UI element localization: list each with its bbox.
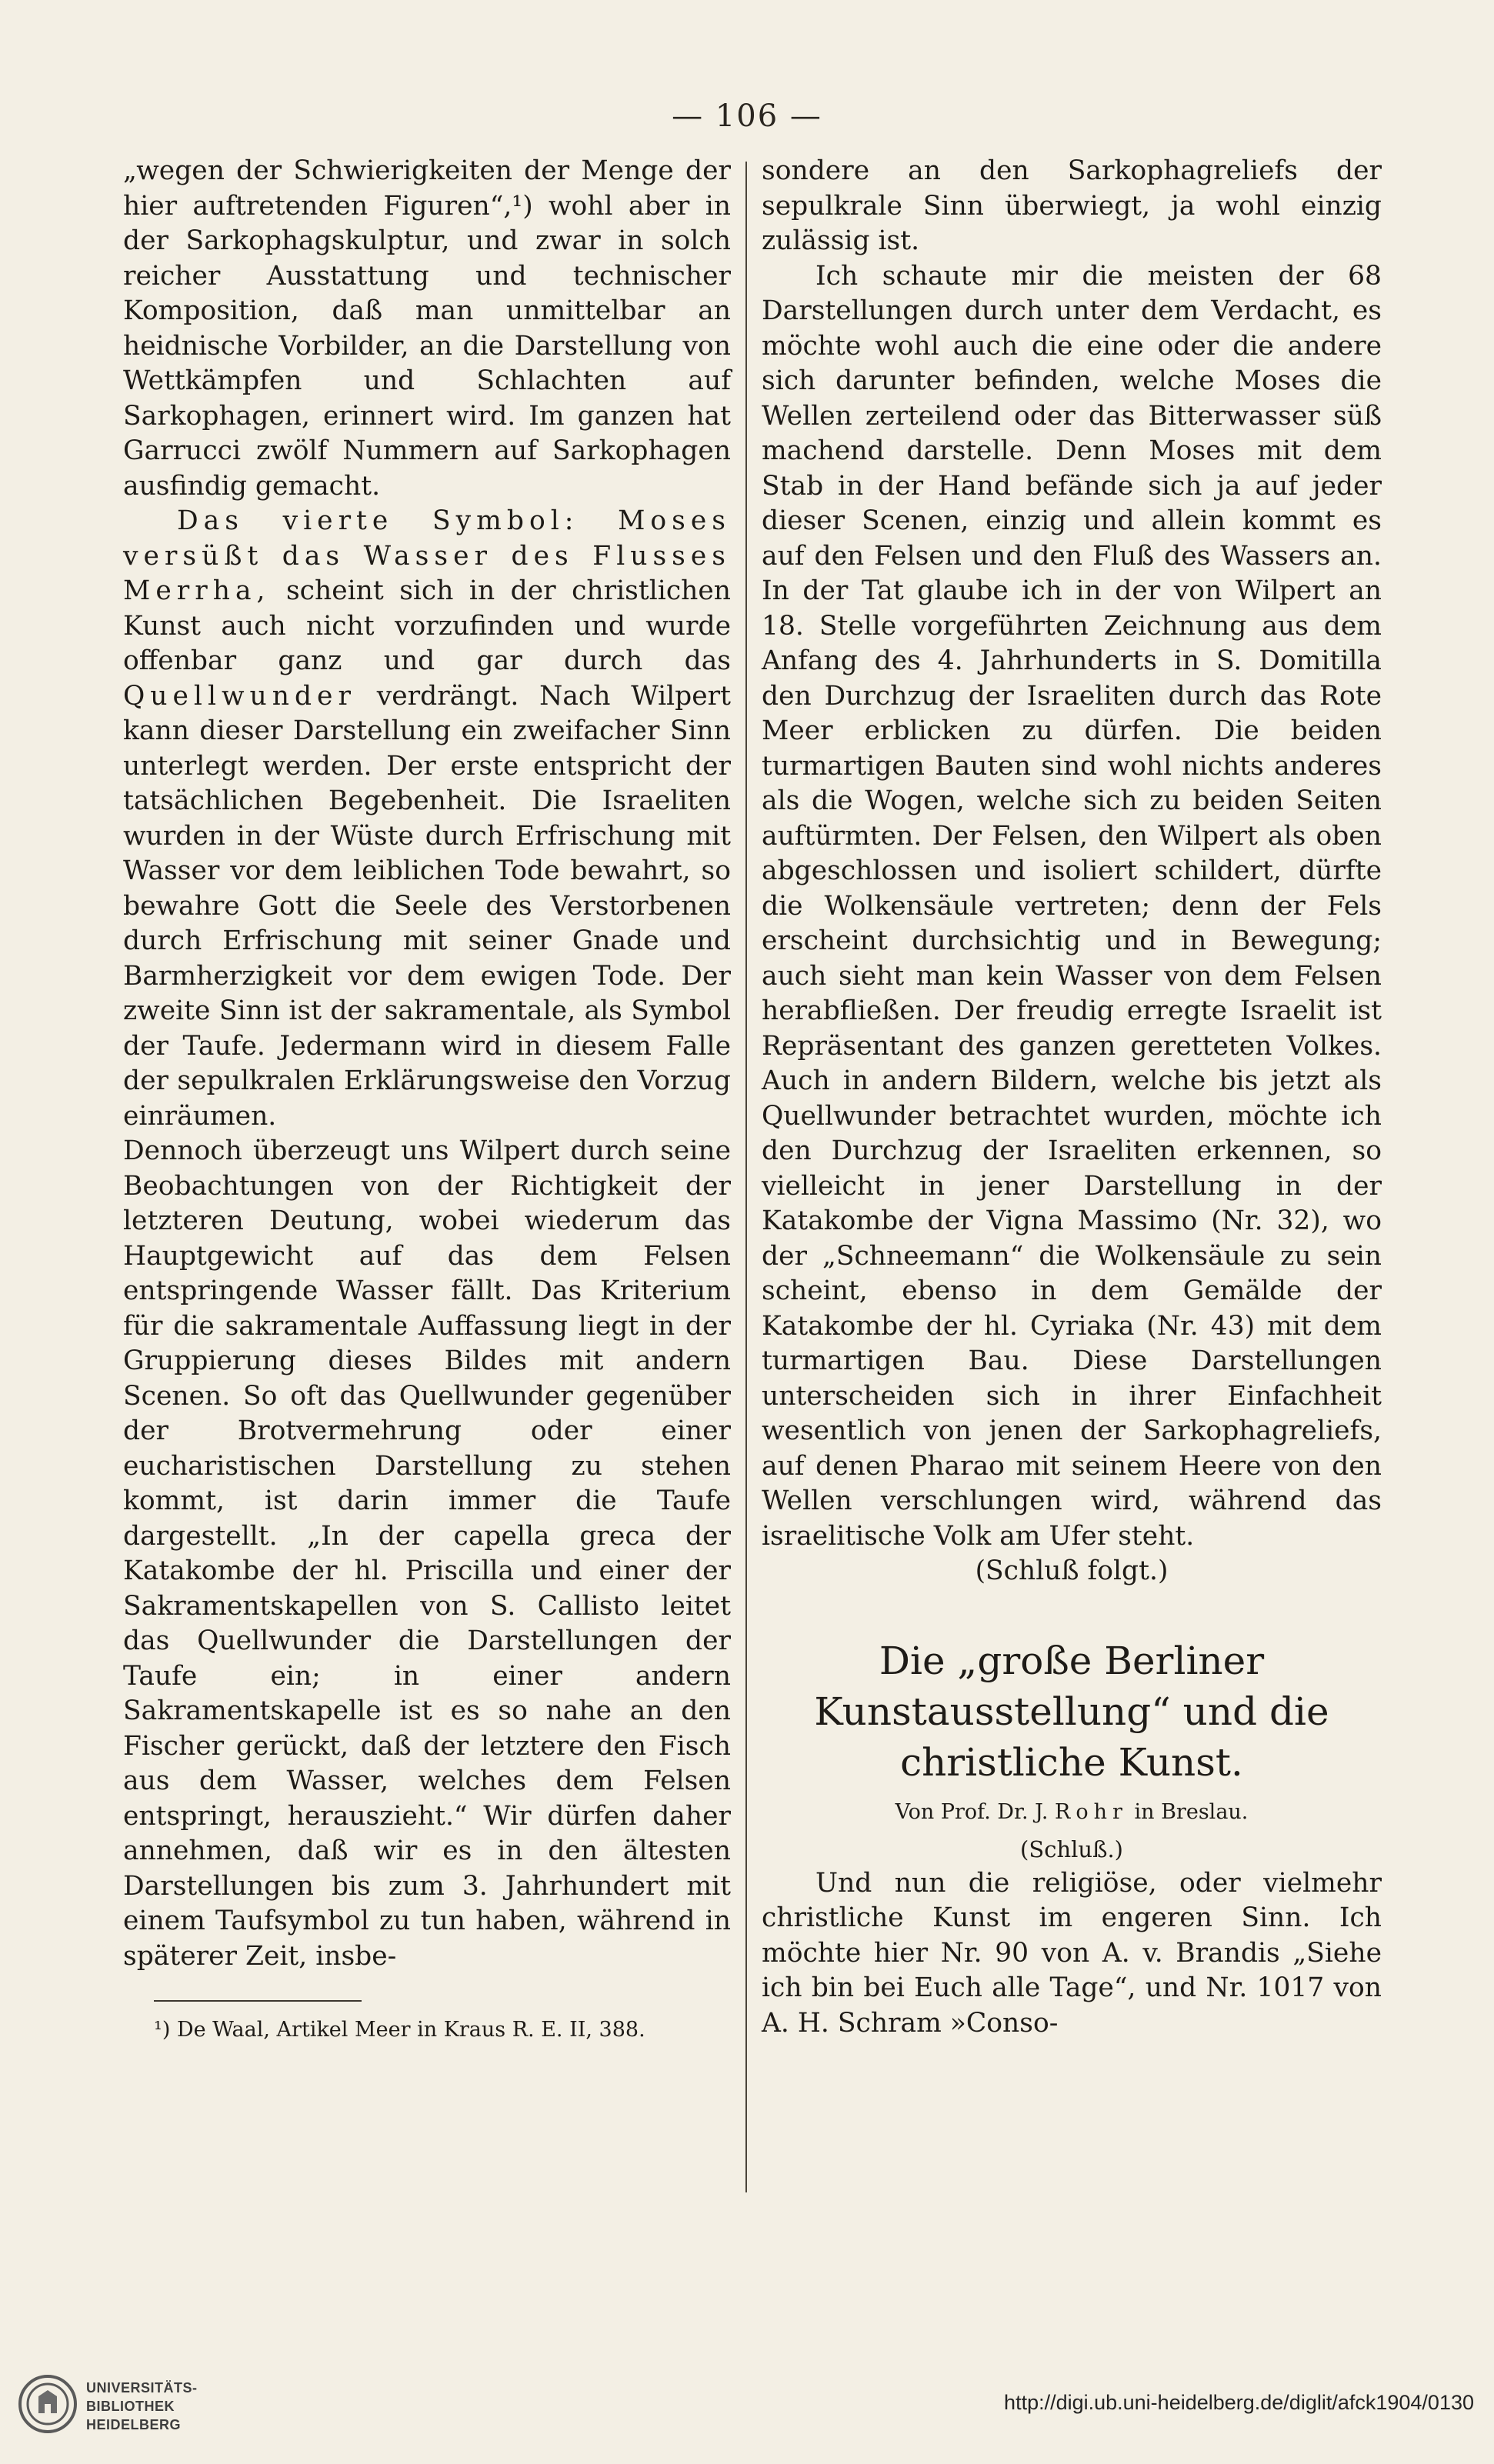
closing-note: (Schluß folgt.) (975, 1555, 1169, 1586)
paragraph: „wegen der Schwierigkeiten der Menge der hier auftretenden Figuren“,¹) wohl aber in der Sarkophagskulptur, und zwar in solch reicher Ausstattung und technischer Komposition, daß man unmittelbar an heidnische Vorbilder, an die Darstellung von Wettkämpfen und Schlachten auf Sarkophagen, erinnert wird. Im ganzen hat Garrucci zwölf Nummern auf Sarkophagen ausfindig gemacht. (123, 155, 731, 502)
library-name (86, 2379, 198, 2434)
article-title: Die „große Berliner Kunstausstellung“ und die christliche Kunst. (814, 1638, 1329, 1785)
column-divider (745, 162, 747, 2192)
paragraph (123, 504, 731, 1134)
byline-prefix: Von Prof. Dr. J. (895, 1799, 1055, 1824)
text-run: verdrängt. Nach Wilpert kann dieser Darstellung ein zweifacher Sinn unterlegt werden. Der erste entspricht der tatsächlichen Begebenheit. Die Israeliten wurden in der Wüste durch Erfrischung mit Wasser vor dem leiblichen Tode bewahrt, so bewahre Gott die Seele des Verstorbenen durch Erfrischung mit seiner Gnade und Barmherzigkeit vor dem ewigen Tode. Der zweite Sinn ist der sakramentale, als Symbol der Taufe. Jedermann wird in diesem Falle der sepulkralen Erklärungsweise den Vorzug einräumen. (123, 680, 731, 1132)
library-line: UNIVERSITÄTS- (86, 2380, 198, 2396)
source-url-link[interactable]: http://digi.ub.uni-heidelberg.de/diglit/afck1904/0130 (1004, 2391, 1474, 2414)
paragraph: Ich schaute mir die meisten der 68 Darstellungen durch unter dem Verdacht, es möchte wohl auch die eine oder die andere sich darunter befinden, welche Moses die Wellen zerteilend oder das Bitterwasser süß machend darstelle. Denn Moses mit dem Stab in der Hand befände sich ja auf jeder dieser Scenen, einzig und allein kommt es auf den Felsen und den Fluß des Wassers an. In der Tat glaube ich in der von Wilpert an 18. Stelle vorgeführten Zeichnung aus dem Anfang des 4. Jahrhunderts in S. Domitilla den Durchzug der Israeliten durch das Rote Meer erblicken zu dürfen. Die beiden turmartigen Bauten sind wohl nichts anderes als die Wogen, welche sich zu beiden Seiten auftürmten. Der Felsen, den Wilpert als oben abgeschlossen und isoliert schildert, dürfte die Wolkensäule vertreten; denn der Fels erscheint durchsichtig und in Bewegung; auch sieht man kein Wasser von dem Felsen herabfließen. Der freudig erregte Israelit ist Repräsentant des ganzen geretteten Volkes. Auch in andern Bildern, welche bis jetzt als Quellwunder betrachtet wurden, möchte ich den Durchzug der Israeliten erkennen, so vielleicht in jener Darstellung in der Katakombe der Vigna Massimo (Nr. 32), wo der „Schneemann“ die Wolkensäule zu sein scheint, ebenso in dem Gemälde der Katakombe der hl. Cyriaka (Nr. 43) mit dem turmartigen Bau. Diese Darstellungen unterscheiden sich in ihrer Einfachheit wesentlich von jenen der Sarkophagreliefs, auf denen Pharao mit seinem Heere von den Wellen verschlungen wird, während das israelitische Volk am Ufer steht. (762, 260, 1382, 1552)
footnote: ¹) De Waal, Artikel Meer in Kraus R. E. II, 388. (154, 2018, 645, 2042)
page-number: — 106 — (672, 98, 822, 134)
library-seal-icon (17, 2373, 78, 2435)
left-column (123, 154, 731, 2045)
spaced-emphasis: Das vierte Symbol: Moses versüßt das Wasser des Flusses Merrha, (123, 505, 731, 606)
byline-suffix: in Breslau. (1127, 1799, 1249, 1824)
byline-name: Rohr (1055, 1799, 1128, 1824)
continuation-note: (Schluß.) (1020, 1835, 1123, 1862)
right-column (762, 154, 1382, 2041)
footnote-rule (154, 2000, 362, 2002)
text-run: scheint sich in der christlichen Kunst auch nicht vorzufinden und wurde offenbar ganz und gar durch das (123, 575, 731, 676)
paragraph: sondere an den Sarkophagreliefs der sepulkrale Sinn überwiegt, ja wohl einzig zulässig ist. (762, 155, 1382, 256)
spaced-emphasis: Quellwunder (123, 680, 356, 712)
library-line: HEIDELBERG (86, 2417, 182, 2432)
article-byline (762, 1797, 1382, 1828)
paragraph: Dennoch überzeugt uns Wilpert durch seine Beobachtungen von der Richtigkeit der letzteren Deutung, wobei wiederum das Hauptgewicht auf das dem Felsen entspringende Wasser fällt. Das Kriterium für die sakramentale Auffassung liegt in der Gruppierung dieses Bildes mit andern Scenen. So oft das Quellwunder gegenüber der Brotvermehrung oder einer eucharistischen Darstellung zu stehen kommt, ist darin immer die Taufe dargestellt. „In der capella greca der Katakombe der hl. Priscilla und einer der Sakramentskapellen von S. Callisto leitet das Quellwunder die Darstellungen der Taufe ein; in einer andern Sakramentskapelle ist es so nahe an den Fischer gerückt, daß der letztere den Fisch aus dem Wasser, welches dem Felsen entspringt, herauszieht.“ Wir dürfen daher annehmen, daß wir es in den ältesten Darstellungen bis zum 3. Jahrhundert mit einem Taufsymbol zu tun haben, während in späterer Zeit, insbe- (123, 1135, 731, 1972)
paragraph: Und nun die religiöse, oder vielmehr christliche Kunst im engeren Sinn. Ich möchte hier Nr. 90 von A. v. Brandis „Siehe ich bin bei Euch alle Tage“, und Nr. 1017 von A. H. Schram »Conso- (762, 1867, 1382, 2039)
library-line: BIBLIOTHEK (86, 2399, 175, 2414)
